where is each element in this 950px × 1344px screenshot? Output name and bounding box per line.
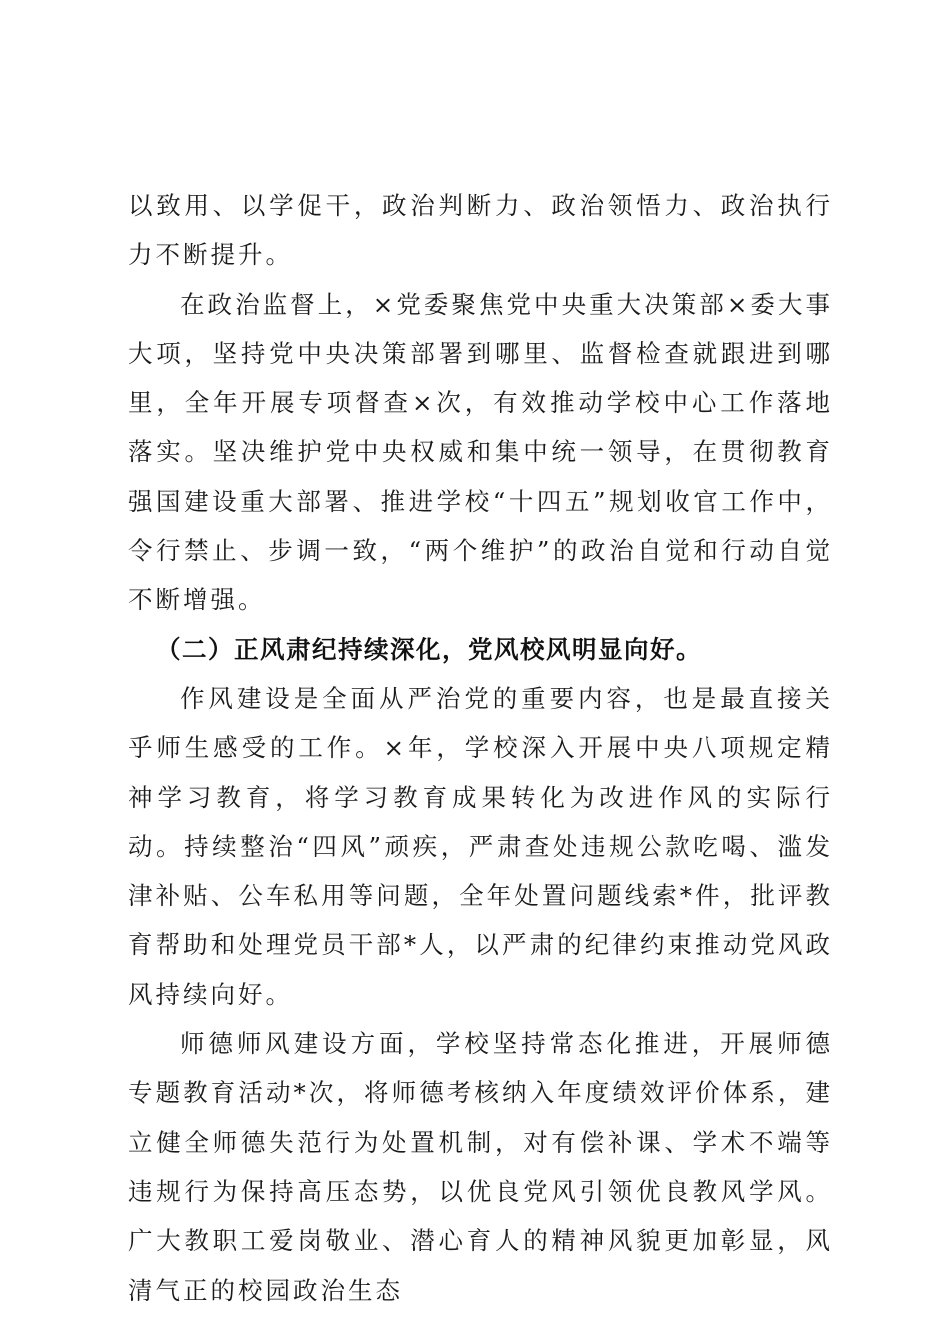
document-body <box>128 181 833 1315</box>
paragraph-continuation: 以致用、以学促干，政治判断力、政治领悟力、政治执行力不断提升。 <box>128 191 833 270</box>
paragraph-teacher-ethics: 师德师风建设方面，学校坚持常态化推进，开展师德专题教育活动*次，将师德考核纳入年度绩效评价体系，建立健全师德失范行为处置机制，对有偿补课、学术不端等违规行为保持高压态势，以优良党风引领优良教风学风。广大教职工爱岗敬业、潜心育人的精神风貌更加彰显，风清气正的校园政治生态 <box>128 1029 833 1305</box>
paragraph-work-style: 作风建设是全面从严治党的重要内容，也是最直接关乎师生感受的工作。×年，学校深入开展中央八项规定精神学习教育，将学习教育成果转化为改进作风的实际行动。持续整治“四风”顽疾，严肃查处违规公款吃喝、滥发津补贴、公车私用等问题，全年处置问题线索*件，批评教育帮助和处理党员干部*人，以严肃的纪律约束推动党风政风持续向好。 <box>128 683 833 1009</box>
paragraph-political-supervision: 在政治监督上，×党委聚焦党中央重大决策部×委大事大项，坚持党中央决策部署到哪里、监督检查就跟进到哪里，全年开展专项督查×次，有效推动学校中心工作落地落实。坚决维护党中央权威和集中统一领导，在贯彻教育强国建设重大部署、推进学校“十四五”规划收官工作中，令行禁止、步调一致，“两个维护”的政治自觉和行动自觉不断增强。 <box>128 289 833 615</box>
section-heading: （二）正风肃纪持续深化，党风校风明显向好。 <box>156 634 702 664</box>
